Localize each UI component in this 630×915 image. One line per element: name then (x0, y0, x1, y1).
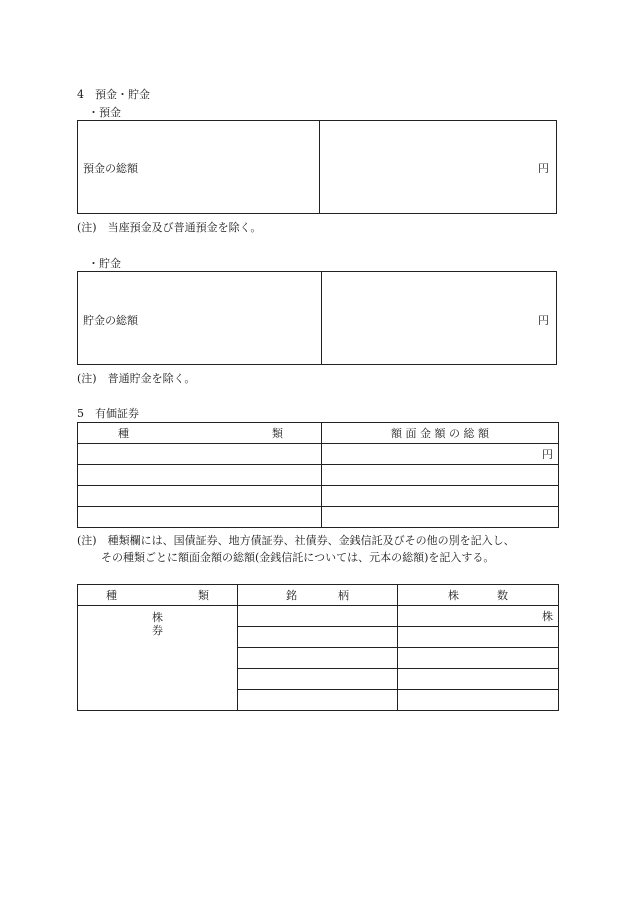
table-row (78, 465, 559, 486)
savings-total-label: 貯金の総額 (83, 314, 138, 327)
amount-cell (322, 444, 559, 465)
header-type: 種 類 (78, 585, 238, 606)
stock-certificate-type-cell (78, 606, 238, 711)
section-4-heading: 4 預金・貯金 (77, 88, 150, 101)
type-cell (78, 444, 322, 465)
deposit-unit: 円 (538, 162, 549, 175)
savings-divider (321, 271, 322, 365)
table-row (78, 486, 559, 507)
deposit-total-label: 預金の総額 (83, 162, 138, 175)
deposit-note: (注) 当座預金及び普通預金を除く。 (77, 221, 262, 234)
savings-unit: 円 (538, 314, 549, 327)
savings-note: (注) 普通貯金を除く。 (77, 372, 196, 385)
securities-note-line-1: (注) 種類欄には、国債証券、地方債証券、社債券、金銭信託及びその他の別を記入し、 (77, 534, 515, 547)
deposit-table (77, 120, 557, 214)
stocks-table (77, 584, 559, 711)
header-face-value-total: 額 面 金 額 の 総 額 (322, 423, 559, 444)
type-line-2: 券 (152, 624, 163, 637)
securities-note-line-2: その種類ごとに額面金額の総額(金銭信託については、元本の総額)を記入する。 (101, 551, 495, 564)
type-line-1: 株 (152, 611, 163, 624)
deposit-divider (319, 120, 320, 214)
table-row (78, 507, 559, 528)
header-brand: 銘 柄 (238, 585, 398, 606)
shares-cell (398, 606, 559, 627)
savings-subheading: ・貯金 (88, 257, 121, 270)
table-row (78, 606, 559, 627)
amount-unit: 円 (542, 448, 553, 461)
table-row (78, 444, 559, 465)
deposit-subheading: ・預金 (88, 106, 121, 119)
section-5-heading: 5 有価証券 (77, 407, 139, 420)
brand-cell (238, 606, 398, 627)
savings-table (77, 271, 557, 365)
shares-unit: 株 (542, 610, 553, 623)
securities-table (77, 422, 559, 528)
header-type: 種 類 (78, 423, 322, 444)
header-shares: 株 数 (398, 585, 559, 606)
